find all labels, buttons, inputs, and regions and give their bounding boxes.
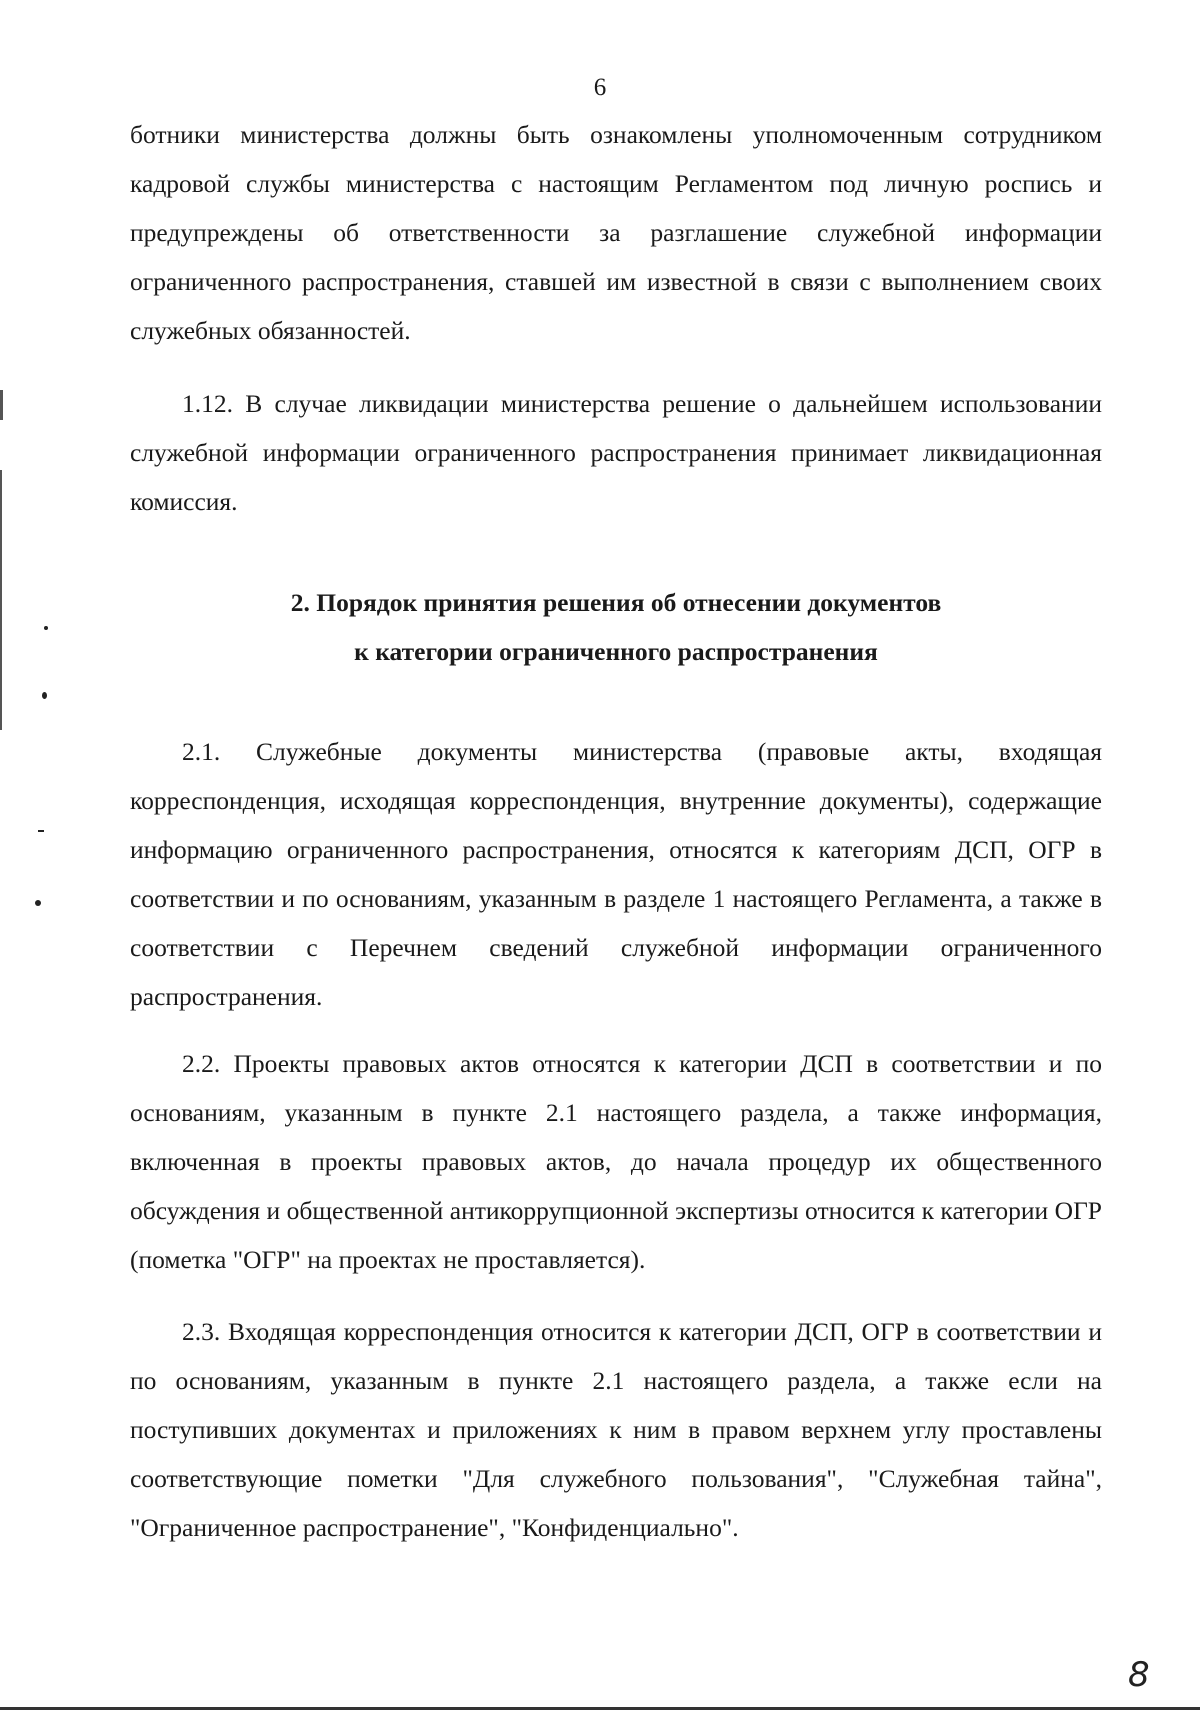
paragraph-1-12: 1.12. В случае ликвидации министерства решение о дальнейшем использовании служебной информации ограниченного распространения принимает ликвидационная комиссия. (130, 389, 1102, 516)
continuation-paragraph: ботники министерства должны быть ознакомлены уполномоченным сотрудником кадровой службы министерства с настоящим Регламентом под личную роспись и предупреждены об ответственности за разглашение служебной информации ограниченного распространения, ставшей им известной в связи с выполнением своих служебных обязанностей. (130, 120, 1102, 345)
paragraph-2-3-block (130, 1307, 1102, 1552)
paragraph-2-1-block (130, 727, 1102, 1021)
continuation-block (130, 110, 1102, 355)
section-heading (130, 578, 1102, 676)
paragraph-1-12-block (130, 379, 1102, 526)
scan-bottom-edge (0, 1707, 1200, 1710)
scan-artifact-edge (0, 470, 2, 730)
page-number: 6 (593, 74, 607, 101)
scan-artifact-dot (35, 900, 41, 906)
paragraph-2-1: 2.1. Служебные документы министерства (правовые акты, входящая корреспонденция, исходящая корреспонденция, внутренние документы), содержащие информацию ограниченного распространения, относятся к категориям ДСП, ОГР в соответствии и по основаниям, указанным в разделе 1 настоящего Регламента, а также в соответствии с Перечнем сведений служебной информации ограниченного распространения. (130, 737, 1102, 1011)
scan-artifact-dot (44, 626, 48, 630)
paragraph-2-2: 2.2. Проекты правовых актов относятся к категории ДСП в соответствии и по основаниям, указанным в пункте 2.1 настоящего раздела, а также информация, включенная в проекты правовых актов, до начала процедур их общественного обсуждения и общественной антикоррупционной экспертизы относится к категории ОГР (пометка "ОГР" на проектах не проставляется). (130, 1049, 1102, 1274)
scan-artifact-dot (38, 830, 44, 832)
section-heading-line-2: к категории ограниченного распространения (354, 637, 878, 666)
handwritten-page-mark: 8 (1128, 1655, 1150, 1695)
paragraph-2-2-block (130, 1039, 1102, 1284)
scan-artifact-edge (0, 390, 3, 420)
section-heading-line-1: 2. Порядок принятия решения об отнесении документов (290, 588, 942, 617)
paragraph-2-3: 2.3. Входящая корреспонденция относится к категории ДСП, ОГР в соответствии и по основаниям, указанным в пункте 2.1 настоящего раздела, а также если на поступивших документах и приложениях к ним в правом верхнем углу проставлены соответствующие пометки "Для служебного пользования", "Служебная тайна", "Ограниченное распространение", "Конфиденциально". (130, 1317, 1102, 1542)
scan-artifact-dot (42, 692, 47, 699)
